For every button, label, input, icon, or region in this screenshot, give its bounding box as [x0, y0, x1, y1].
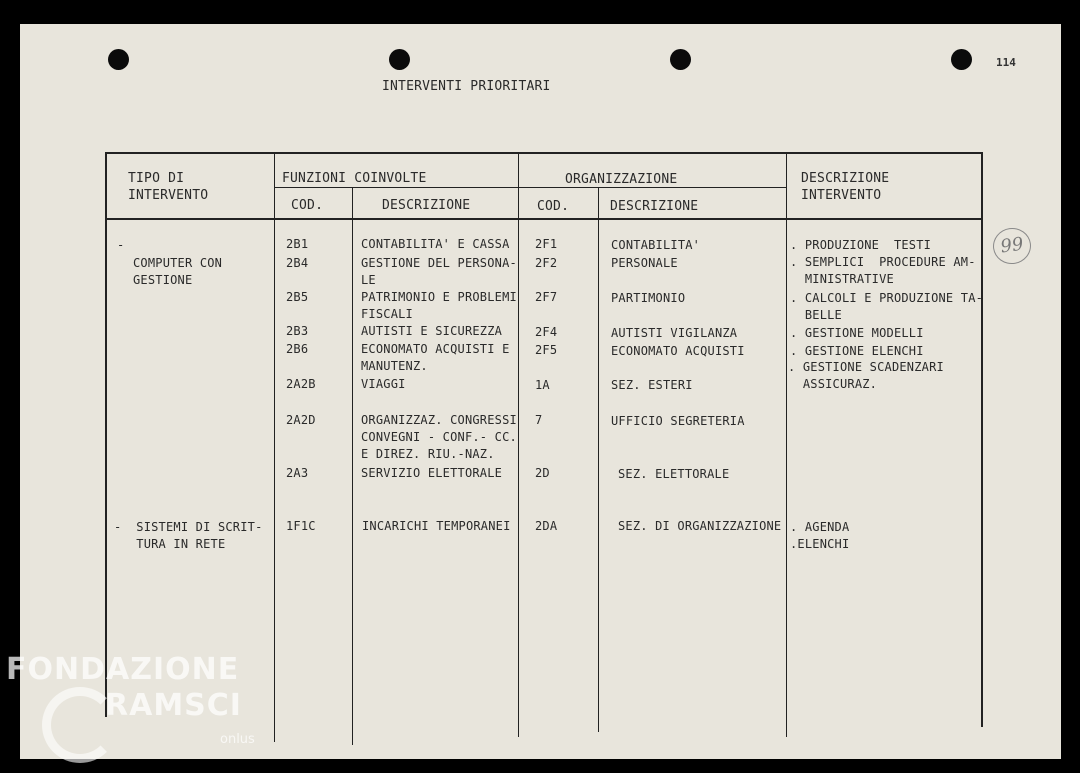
header-funzioni: FUNZIONI COINVOLTE	[282, 171, 427, 186]
page-number: 114	[996, 56, 1016, 69]
cell-desc-org: ECONOMATO ACQUISTI	[611, 344, 745, 358]
col-divider	[274, 152, 275, 742]
cell-intervento: . GESTIONE SCADENZARI ASSICURAZ.	[788, 360, 944, 391]
cell-cod-funzione: 2A2D	[286, 413, 316, 427]
cell-intervento: . AGENDA .ELENCHI	[790, 520, 850, 551]
cell-cod-funzione: 2B1	[286, 237, 309, 251]
cell-desc-funzione: CONTABILITA' E CASSA	[361, 237, 510, 251]
punch-hole	[951, 49, 972, 70]
header-cod-org: COD.	[537, 199, 570, 214]
cell-cod-org: 7	[535, 413, 543, 427]
cell-desc-org: SEZ. ELETTORALE	[618, 467, 730, 481]
cell-intervento: . SEMPLICI PROCEDURE AM- MINISTRATIVE	[790, 255, 976, 286]
cell-cod-org: 2DA	[535, 519, 558, 533]
cell-desc-funzione: ORGANIZZAZ. CONGRESSI CONVEGNI - CONF.- CC. E DIREZ. RIU.-NAZ.	[361, 413, 517, 461]
cell-desc-org: CONTABILITA'	[611, 238, 701, 252]
tipo-entry-computer: COMPUTER CON GESTIONE	[133, 256, 223, 287]
header-bottom-border	[106, 218, 982, 220]
cell-desc-org: AUTISTI VIGILANZA	[611, 326, 738, 340]
cell-desc-org: UFFICIO SEGRETERIA	[611, 414, 745, 428]
punch-hole	[108, 49, 129, 70]
cell-desc-funzione: ECONOMATO ACQUISTI E MANUTENZ.	[361, 342, 510, 373]
header-descr-funzioni: DESCRIZIONE	[382, 198, 471, 213]
header-descrizione-intervento: DESCRIZIONE INTERVENTO	[801, 171, 890, 203]
cell-desc-org: PARTIMONIO	[611, 291, 686, 305]
watermark-logo-text: RAMSCI	[105, 688, 242, 723]
cell-intervento: . PRODUZIONE TESTI	[790, 238, 932, 252]
col-divider	[786, 152, 787, 737]
cell-desc-funzione: VIAGGI	[361, 377, 406, 391]
punch-hole	[670, 49, 691, 70]
header-descr-org: DESCRIZIONE	[610, 199, 699, 214]
punch-hole	[389, 49, 410, 70]
header-cod-funzioni: COD.	[291, 198, 324, 213]
cell-cod-funzione: 2B5	[286, 290, 309, 304]
cell-intervento: . GESTIONE ELENCHI	[790, 344, 924, 358]
cell-desc-org: PERSONALE	[611, 256, 678, 270]
header-organizzazione: ORGANIZZAZIONE	[565, 172, 678, 187]
tipo-entry-sistemi: - SISTEMI DI SCRIT- TURA IN RETE	[114, 520, 263, 551]
cell-desc-org: SEZ. DI ORGANIZZAZIONE	[618, 519, 782, 533]
cell-cod-org: 2F7	[535, 290, 558, 304]
page-title: INTERVENTI PRIORITARI	[382, 79, 551, 94]
cell-cod-org: 2F1	[535, 237, 558, 251]
cell-cod-org: 1A	[535, 378, 550, 392]
tipo-dash: -	[117, 238, 125, 252]
cell-desc-funzione: AUTISTI E SICUREZZA	[361, 324, 503, 338]
cell-cod-funzione: 2A3	[286, 466, 309, 480]
cell-cod-org: 2D	[535, 466, 550, 480]
cell-intervento: . CALCOLI E PRODUZIONE TA- BELLE	[790, 291, 984, 322]
cell-desc-funzione: PATRIMONIO E PROBLEMI FISCALI	[361, 290, 517, 321]
cell-cod-org: 2F5	[535, 343, 558, 357]
watermark-logo-text: onlus	[220, 732, 255, 747]
col-divider	[352, 187, 353, 745]
table-top-border	[106, 152, 982, 154]
header-tipo: TIPO DI INTERVENTO	[128, 171, 209, 203]
cell-desc-funzione: GESTIONE DEL PERSONA- LE	[361, 256, 517, 287]
table-left-border	[105, 152, 107, 717]
table-right-border	[981, 152, 983, 727]
cell-cod-funzione: 2A2B	[286, 377, 316, 391]
cell-desc-org: SEZ. ESTERI	[611, 378, 693, 392]
cell-desc-funzione: SERVIZIO ELETTORALE	[361, 466, 503, 480]
cell-cod-funzione: 2B6	[286, 342, 309, 356]
cell-desc-funzione: INCARICHI TEMPORANEI	[362, 519, 511, 533]
cell-cod-funzione: 1F1C	[286, 519, 316, 533]
handwritten-page-number: 99	[991, 226, 1034, 267]
cell-intervento: . GESTIONE MODELLI	[790, 326, 924, 340]
col-divider	[598, 187, 599, 732]
col-divider	[518, 152, 519, 737]
watermark-logo-text: FONDAZIONE	[6, 652, 240, 687]
cell-cod-org: 2F2	[535, 256, 558, 270]
cell-cod-funzione: 2B3	[286, 324, 309, 338]
cell-cod-org: 2F4	[535, 325, 558, 339]
cell-cod-funzione: 2B4	[286, 256, 309, 270]
